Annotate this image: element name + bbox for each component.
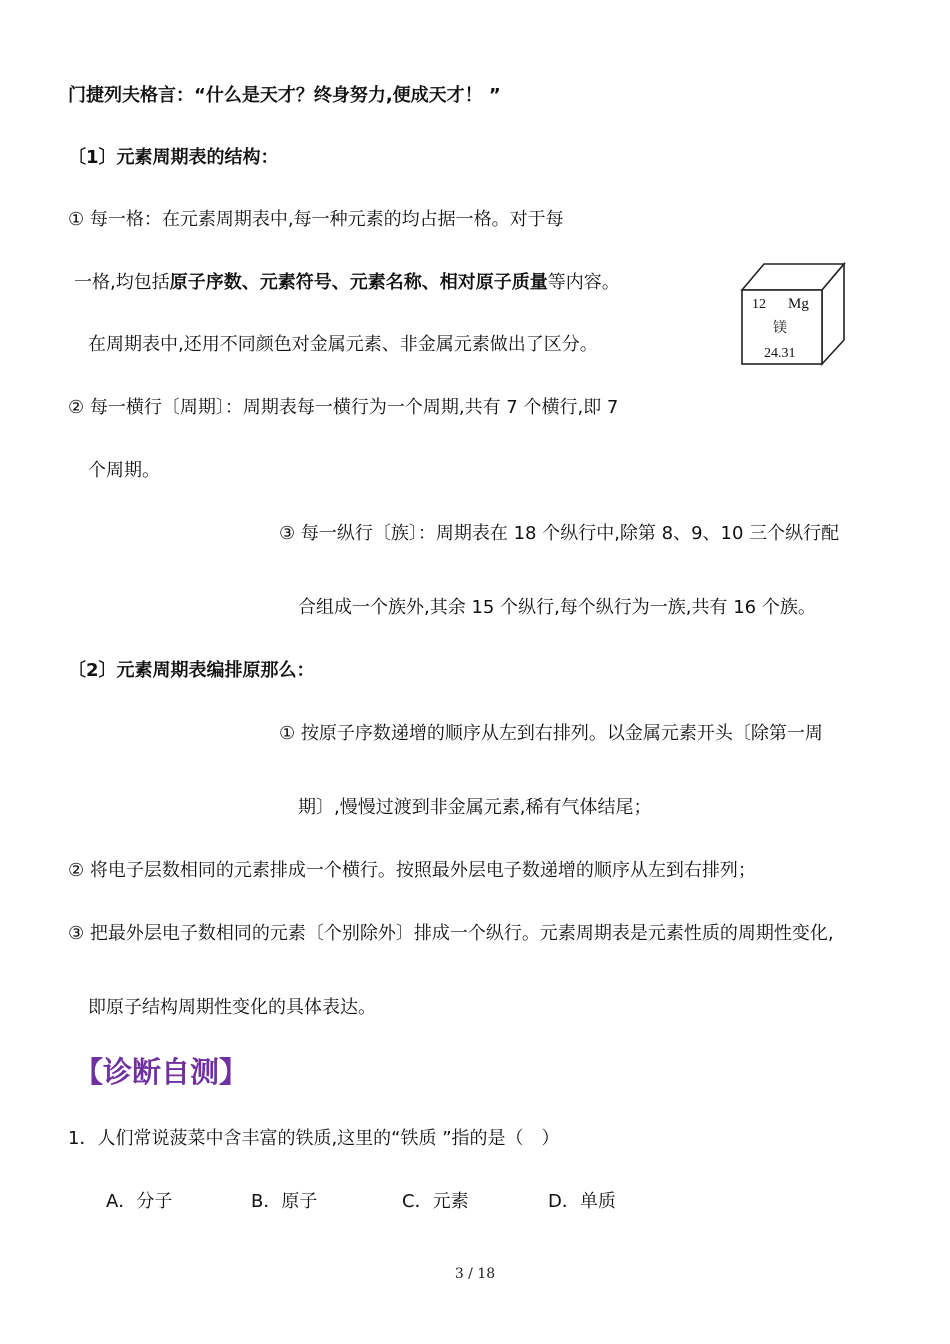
element-cube-icon (740, 262, 846, 366)
diagnosis-title: 【诊断自测】 (74, 1055, 249, 1089)
rule3-line2: 即原子结构周期性变化的具体表达。 (88, 997, 376, 1018)
page-number: 3 / 18 (454, 1266, 496, 1282)
item2-line1: ② 每一横行〔周期〕：周期表每一横行为一个周期,共有 7 个横行,即 7 (68, 397, 619, 418)
rule3-line1: ③ 把最外层电子数相同的元素〔个别除外〕排成一个纵行。元素周期表是元素性质的周期性变化, (68, 923, 834, 944)
rule2-line: ② 将电子层数相同的元素排成一个横行。按照最外层电子数递增的顺序从左到右排列； (68, 860, 756, 881)
item1-line1: ① 每一格：在元素周期表中,每一种元素的均占据一格。对于每 (68, 209, 564, 230)
item1-line2-post: 等内容。 (547, 272, 620, 293)
choice-a: A．分子 (106, 1191, 173, 1212)
item1-line2-bold: 原子序数、元素符号、元素名称、相对原子质量 (169, 272, 548, 293)
quote-line: 门捷列夫格言：“什么是天才？终身努力,便成天才！ ” (68, 85, 501, 106)
item2-line2: 个周期。 (88, 460, 160, 481)
element-cell-mg (740, 262, 846, 366)
choice-c: C．元素 (402, 1191, 469, 1212)
item3-line2: 合组成一个族外,其余 15 个纵行,每个纵行为一族,共有 16 个族。 (298, 597, 816, 618)
item3-line1: ③ 每一纵行〔族〕：周期表在 18 个纵行中,除第 8、9、10 三个纵行配 (279, 523, 840, 544)
rule1-line1: ① 按原子序数递增的顺序从左到右排列。以金属元素开头〔除第一周 (279, 723, 823, 744)
item1-line3: 在周期表中,还用不同颜色对金属元素、非金属元素做出了区分。 (88, 334, 598, 355)
item1-line2 (74, 271, 620, 295)
element-number: 12 (752, 297, 766, 312)
section2-heading: 〔2〕元素周期表编排原那么： (68, 660, 315, 681)
element-mass: 24.31 (764, 346, 796, 361)
element-symbol: Mg (788, 296, 809, 312)
question-1: 1．人们常说菠菜中含丰富的铁质,这里的“铁质 ”指的是（ ） (68, 1128, 560, 1149)
choice-b: B．原子 (251, 1191, 318, 1212)
rule1-line2: 期〕,慢慢过渡到非金属元素,稀有气体结尾； (298, 797, 652, 818)
element-name: 镁 (773, 321, 787, 336)
item1-line2-pre: 一格,均包括 (74, 272, 170, 293)
choice-d: D．单质 (548, 1191, 616, 1212)
section1-heading: 〔1〕元素周期表的结构： (68, 147, 279, 168)
